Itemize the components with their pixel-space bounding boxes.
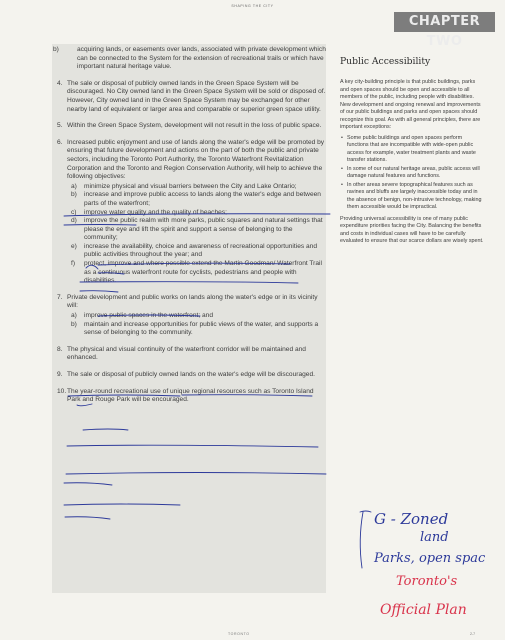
sub-number: e) xyxy=(71,242,77,250)
underline-mark xyxy=(66,473,326,475)
item-number: 4. xyxy=(57,79,63,87)
item-text: Within the Green Space System, development will not result in the loss of public space. xyxy=(67,122,322,130)
bullet-icon: • xyxy=(341,134,343,141)
underline-mark xyxy=(64,483,112,485)
circle-mark xyxy=(86,265,98,269)
bracket-mark xyxy=(360,511,371,512)
item-number: 9. xyxy=(57,371,63,378)
item-number: 6. xyxy=(57,138,63,146)
underline-mark xyxy=(65,517,110,519)
handwritten-note: Parks, open spac xyxy=(374,551,486,566)
sub-number: f) xyxy=(71,260,76,268)
chapter-banner: CHAPTER TWO xyxy=(394,12,495,32)
underline-mark xyxy=(64,214,330,216)
item-text: The physical and visual continuity of the waterfront corridor will be maintained and enhanced. xyxy=(67,345,306,362)
sub-text: minimize physical and visual barriers between the City and Lake Ontario; xyxy=(84,182,297,190)
handwritten-note: land xyxy=(420,530,449,545)
sidebar-heading: Public Accessibility xyxy=(340,56,431,67)
sub-text: increase the availability, choice and awareness of recreational opportunities and public activities throughout the year; and xyxy=(84,242,317,259)
handwritten-note: Official Plan xyxy=(380,602,467,618)
running-head: SHAPING THE CITY xyxy=(231,4,274,8)
bracket-mark xyxy=(360,512,363,568)
item-text: Increased public enjoyment and use of lands along the water's edge will be promoted by ensuring that future development and actions on the part of both the public and private sectors, including the Toronto Port Authority, the Toronto Waterfront Revitalization Corporation and the Toronto and Region Conservation Authority, will help to achieve the following objectives: xyxy=(67,138,325,181)
underline-mark xyxy=(83,429,128,430)
item-number: 5. xyxy=(57,122,63,130)
underline-mark xyxy=(80,282,298,283)
list-item-text: In other areas severe topographical features such as ravines and bluffs are largely inaccessible today and in the absence of benign, non-intrusive technology, making them accessible would be impractical. xyxy=(347,181,482,210)
item-text: Private development and public works on lands along the water's edge or in its vicinity will: xyxy=(67,293,318,310)
item-text: The year-round recreational use of unique regional resources such as Toronto Island Park and Rouge Park will be encouraged. xyxy=(67,387,314,404)
list-item-text: Some public buildings and open spaces perform functions that are incompatible with wide-open public access for example, water treatment plants and waste transfer stations. xyxy=(347,134,476,163)
underline-mark xyxy=(80,291,118,292)
underline-mark xyxy=(182,395,312,396)
underline-mark xyxy=(64,225,136,226)
sub-number: b) xyxy=(71,320,77,328)
underline-mark xyxy=(67,445,318,447)
item-number: b) xyxy=(53,46,59,53)
handwritten-note: G - Zoned xyxy=(374,510,449,528)
sidebar-closing: Providing universal accessibility is one of many public expenditure priorities facing the City. Balancing the benefits and costs in individual cases will have to be carefully evaluated to ensure that our scarce dollars are wisely spent. xyxy=(340,215,484,244)
bullet-icon: • xyxy=(341,181,343,188)
sub-number: d) xyxy=(71,217,77,225)
footer-mark: TORONTO xyxy=(228,632,250,636)
sub-text: improve public spaces in the waterfront; and xyxy=(84,312,214,320)
handwritten-note: Toronto's xyxy=(396,574,458,589)
list-item-text: In some of our natural heritage areas, public access will damage natural features and functions. xyxy=(347,165,480,179)
item-number: 7. xyxy=(57,293,63,301)
sub-text: maintain and increase opportunities for public views of the water, and supports a sense of belonging to the community. xyxy=(84,320,319,337)
sidebar-intro: A key city-building principle is that public buildings, parks and open spaces should be open and accessible to all members of the public, including people with disabilities. New development and ongoing renewal and improvements of our public buildings and parks and open spaces should recognize this goal. As with all general principles, there are important exceptions: xyxy=(340,79,481,130)
sub-number: c) xyxy=(71,208,77,216)
underline-mark xyxy=(98,273,124,274)
sub-text: improve water quality and the quality of beaches; xyxy=(84,208,227,216)
underline-mark xyxy=(98,315,200,316)
underline-mark xyxy=(98,263,290,265)
item-text: The sale or disposal of publicly owned lands in the Green Space System will be discouraged. No City owned land in the Green Space System will be sold or disposed of. However, City owned land in the Green Space System may be exchanged for other nearby land of equivalent or larger area and comparable or superior green space utility. xyxy=(67,79,326,113)
item-number: 8. xyxy=(57,345,63,353)
bullet-icon: • xyxy=(341,165,343,172)
sub-text: protect, improve and where possible extend the Martin Goodman/ Waterfront Trail as a continuous waterfront route for cyclists, pedestrians and people with disabilities. xyxy=(84,260,322,285)
sub-number: a) xyxy=(71,182,77,190)
page-number: 2-7 xyxy=(470,632,476,636)
underline-mark xyxy=(68,395,180,396)
sub-text: increase and improve public access to lands along the water's edge and between parts of the waterfront; xyxy=(84,191,321,207)
item-text: The sale or disposal of publicly owned lands on the water's edge will be discouraged. xyxy=(67,371,315,378)
item-text: acquiring lands, or easements over lands, associated with private development which can be connected to the System for the extension of recreational trails or which have important natural heritage value. xyxy=(77,46,326,71)
sub-number: a) xyxy=(71,312,77,320)
underline-mark xyxy=(64,504,180,505)
sub-text: improve the public realm with more parks, public squares and natural settings that please the eye and lift the spirit and support a sense of belonging to the community; xyxy=(84,217,323,242)
underline-mark xyxy=(77,404,92,406)
item-number: 10. xyxy=(57,387,67,395)
sub-number: b) xyxy=(71,191,77,199)
